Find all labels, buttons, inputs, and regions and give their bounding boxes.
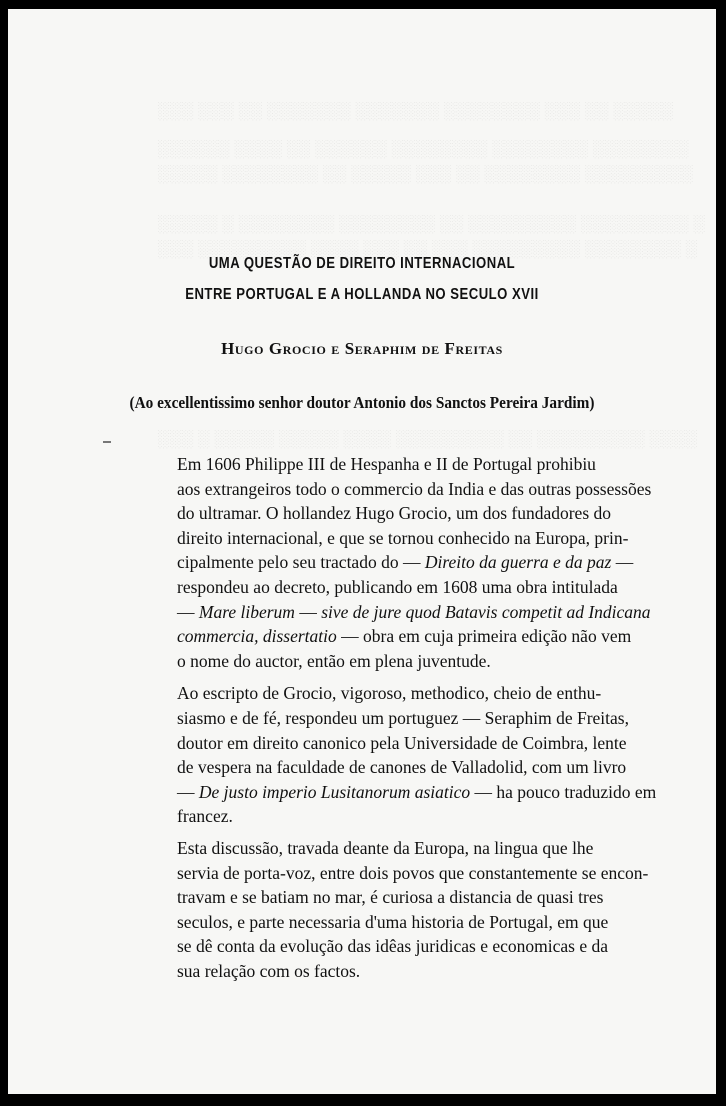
text-line: direito internacional, e que se tornou conhecido na Europa, prin- [177, 527, 629, 548]
book-title-de-justo-imperio: De justo imperio Lusitanorum asiatico [198, 781, 471, 802]
text-line: Esta discussão, travada deante da Europa, na lingua que lhe [177, 837, 594, 858]
text-run: — obra em cuja primeira edição não vem [336, 626, 632, 647]
margin-mark [103, 441, 111, 443]
text-line: francez. [177, 806, 233, 827]
text-line [159, 780, 657, 805]
show-through-bleed: ░ ░░░░░░░░ ░░░░░░░░░ ░░░ ░░ ░░░ ░░░░ ░░░░░░░░░ ░░░ [158, 239, 698, 258]
text-run: cipalmente pelo seu tractado do — [177, 552, 425, 573]
text-line: doutor em direito canonico pela Universidade de Coimbra, lente [177, 732, 627, 753]
authors-heading: Hugo Grocio e Seraphim de Freitas [221, 339, 503, 358]
paragraph-1 [159, 452, 652, 673]
text-line: servia de porta-voz, entre dois povos que constantemente se encon- [177, 862, 649, 883]
show-through-bleed: ░░░░ ░░░░░░░░░ ░░ ░░░░░░░░░ ░░░░ ░░░░░ ░░░░░ ░ ░░░ [158, 429, 698, 448]
text-line: respondeu ao decreto, publicando em 1608 uma obra intitulada [177, 576, 618, 597]
text-run: — [611, 552, 634, 573]
show-through-bleed: ░░░░░ ░░ ░░░ ░░░░░░░░ ░░░░░░░ ░░░░░░░ ░░ ░░░ ░░░ [158, 101, 674, 120]
text-line: travam e se batiam no mar, é curiosa a distancia de quasi tres [177, 887, 604, 908]
paragraph-2 [159, 681, 657, 829]
show-through-bleed: ░░░░░░░░░ ░░░░░░░░ ░░ ░░░ ░░░░░ ░░ ░░░░░░░░ ░░░░░ [158, 164, 694, 183]
text-line [159, 550, 634, 575]
paragraph-3 [159, 836, 649, 984]
book-title-direito-guerra-paz: Direito da guerra e da paz [424, 552, 612, 573]
text-run: — [294, 601, 322, 622]
book-title-mare-liberum: Mare liberum [198, 601, 295, 622]
book-subtitle: sive de jure quod Batavis competit ad Indicana [321, 601, 651, 622]
text-line [159, 600, 651, 625]
text-line [159, 624, 632, 649]
text-line: se dê conta da evolução das idêas juridicas e economicas e da [177, 936, 608, 957]
text-line: seculos, e parte necessaria d'uma historia de Portugal, em que [177, 911, 609, 932]
title-line-2: ENTRE PORTUGAL E A HOLLANDA NO SECULO XVII [185, 286, 539, 303]
text-run: — [177, 601, 199, 622]
text-run: — ha pouco traduzido em [470, 781, 657, 802]
body-text [159, 452, 657, 990]
text-line: de vespera na faculdade de canones de Valladolid, com um livro [177, 757, 627, 778]
text-line: Ao escripto de Grocio, vigoroso, methodico, cheio de enthu- [177, 683, 602, 704]
document-page [8, 9, 716, 1094]
title-line-1: UMA QUESTÃO DE DIREITO INTERNACIONAL [208, 255, 516, 272]
show-through-bleed: ░░░░░░░░ ░░░░░░░░ ░░░░░░░░ ░░░░░░ ░░ ░░░░ ░░░░░░ [158, 139, 690, 158]
text-line: sua relação com os factos. [177, 960, 361, 981]
text-line: do ultramar. O hollandez Hugo Grocio, um dos fundadores do [177, 503, 612, 524]
text-line: siasmo e de fé, respondeu um portuguez — Seraphim de Freitas, [177, 707, 629, 728]
show-through-bleed: ░ ░░░░░░░░░ ░░░░░░░░░ ░░ ░░░░░░░░ ░░░░░░░░ ░ ░░░░░ [158, 214, 706, 233]
dedication: (Ao excellentissimo senhor doutor Antonio dos Sanctos Pereira Jardim) [129, 393, 595, 412]
text-line: aos extrangeiros todo o commercio da India e das outras possessões [177, 478, 652, 499]
text-run: — [177, 781, 199, 802]
text-line: Em 1606 Philippe III de Hespanha e II de Portugal prohibiu [177, 454, 596, 474]
text-line: o nome do auctor, então em plena juventude. [177, 650, 491, 671]
book-subtitle-end: commercia, dissertatio [177, 626, 337, 647]
